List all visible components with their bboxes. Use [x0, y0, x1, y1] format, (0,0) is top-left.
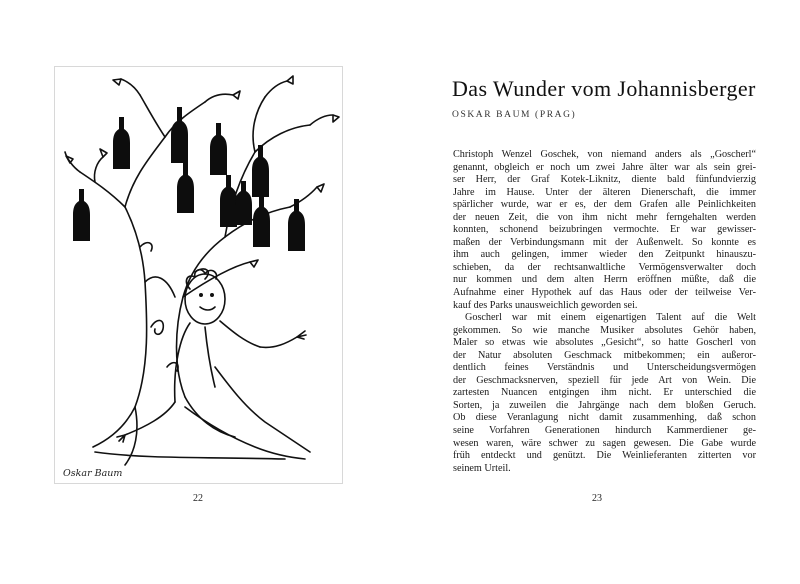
text-line: konnten, schonend beizubringen vermochte. Er war gewisser- [453, 224, 756, 236]
text-line: zartesten Nuancen entgingen ihm nicht. Er unterschied die [453, 387, 756, 399]
wine-tree-illustration [55, 67, 342, 483]
page-number-right: 23 [592, 493, 602, 504]
text-line: seinem Urteil. [453, 462, 511, 474]
text-line: Aufnahme einer Hypothek auf das Haus oder der teilweise Ver- [453, 287, 756, 299]
illustration-caption: Oskar Baum [63, 468, 123, 479]
body-text [453, 149, 756, 475]
text-line: ihm auch gelingen, immer wieder den Zeitpunkt hinauszu- [453, 249, 756, 261]
text-line: der Natur absoluten Geschmack mitbekommen; ein außeror- [453, 349, 756, 361]
page-number-left: 22 [193, 493, 203, 504]
text-line: Ob diese Veranlagung nicht damit zusammenhing, daß schon [453, 412, 756, 424]
text-line: Goscherl war mit einem eigenartigen Talent auf die Welt [465, 312, 756, 324]
text-line: Maler so etwas wie absolutes „Gesicht“, so hatte Goscherl von [453, 337, 756, 349]
text-line: gekommen. So wie manche Musiker absolutes Gehör haben, [453, 324, 756, 336]
text-line: nur kommen und dem alten Herrn eröffnen müßte, daß die [453, 274, 756, 286]
text-line: der neuen Zeit, die von ihm nicht mehr ferngehalten werden [453, 211, 756, 223]
text-line: Jahre im Hause. Unter der älteren Dienerschaft, die immer [453, 186, 756, 198]
illustration-frame [54, 66, 343, 484]
text-line: schieben, da der rechtsanwaltliche Vermögensverwalter doch [453, 261, 756, 273]
right-page [400, 0, 800, 584]
text-line: Christoph Wenzel Goschek, von niemand anders als „Goscherl“ [453, 149, 756, 160]
text-line: früh entdeckt und genützt. Die Weinlieferanten zitterten vor [453, 450, 756, 462]
text-line: der Geschmacksnerven, speziell für jede Art von Wein. Die [453, 374, 756, 386]
paragraph [453, 149, 756, 312]
text-line: Sorten, ja zuweilen die Jahrgänge nach dem bloßen Geruch. [453, 399, 756, 411]
author-line: OSKAR BAUM (PRAG) [452, 110, 577, 120]
text-line: seine Vorfahren Generationen hindurch Kammerdiener ge- [453, 425, 756, 437]
text-line: genannt, obgleich er noch um zwei Jahre älter war als sein grei- [453, 161, 756, 173]
text-line: kauf des Parks unausweichlich geworden sei. [453, 299, 638, 311]
text-line: spärlicher wurde, war er es, der dem Grafen alle Peinlichkeiten [453, 199, 756, 211]
chapter-title: Das Wunder vom Johannisberger [452, 76, 756, 101]
text-line: maßen der Verbindungsmann mit der Außenwelt. So konnte es [453, 236, 756, 248]
text-line: ser Herr, der Graf Kotek-Liknitz, diente bald fünfundvierzig [453, 174, 756, 186]
paragraph [453, 312, 756, 475]
text-line: wesen waren, wäre schwer zu sagen gewesen. Die Gabe wurde [453, 437, 756, 449]
text-line: dentlich feines Verständnis und Unterscheidungsvermögen [453, 362, 756, 374]
